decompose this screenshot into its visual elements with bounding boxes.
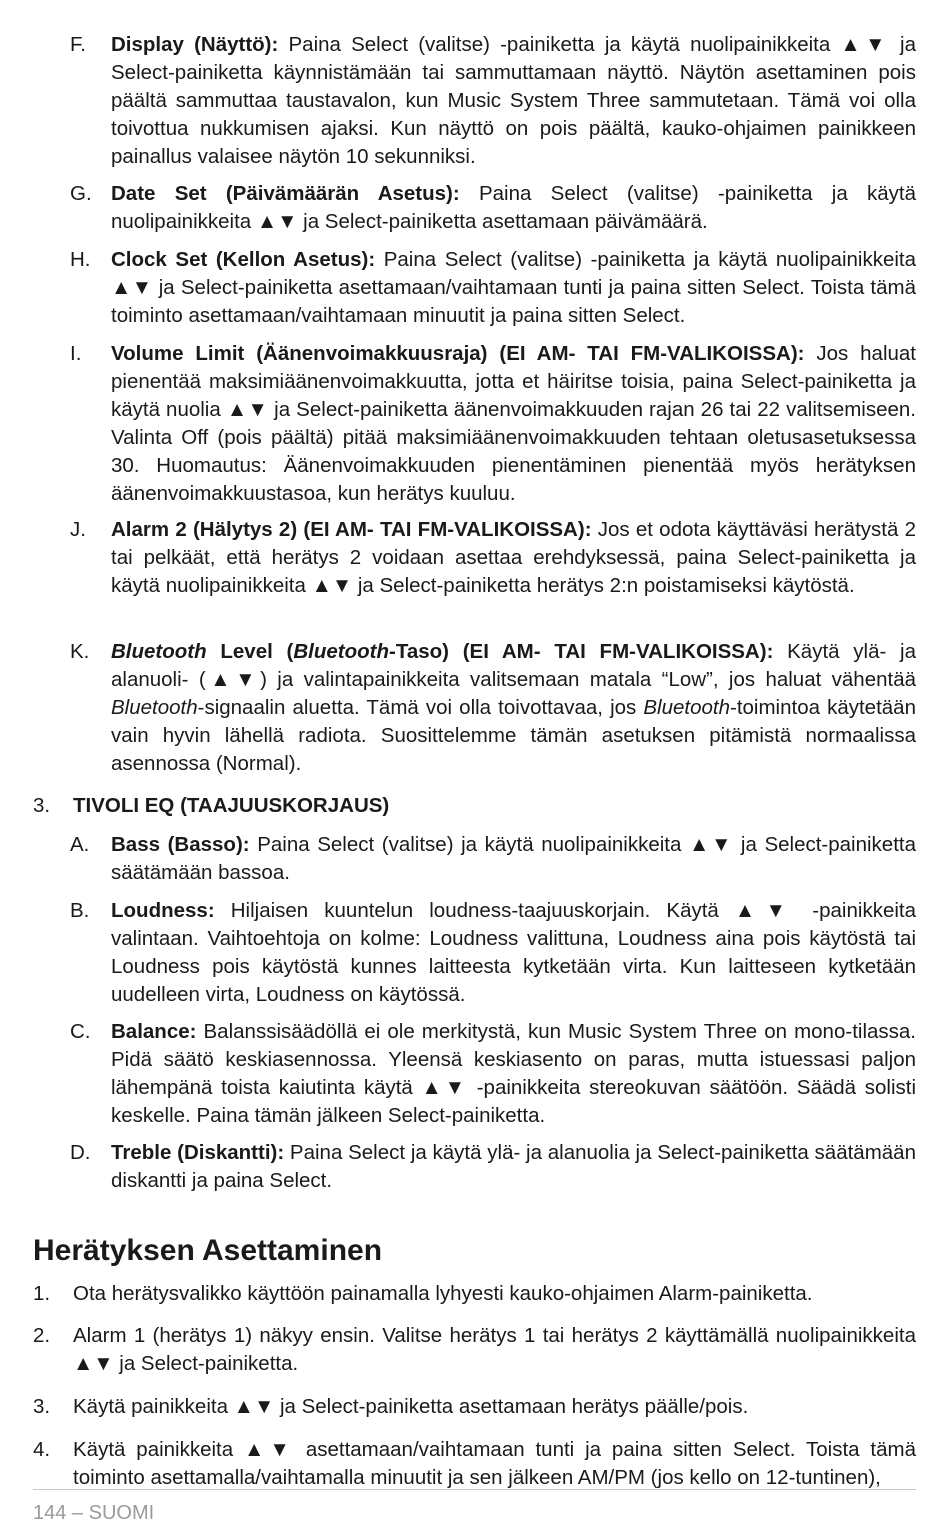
- item-marker: G.: [70, 182, 92, 205]
- item-body: Paina Select (valitse) ja käytä nuolipainikkeita ▲▼ ja Select-painiketta säätämään bassoa.: [111, 833, 916, 884]
- item-body: Paina Select (valitse) -painiketta ja käytä nuolipainikkeita ▲▼ ja Select-painiketta asettamaan päivämäärä.: [111, 182, 916, 233]
- step-number: 1.: [33, 1282, 51, 1305]
- item-marker: F.: [70, 33, 86, 56]
- list-item-date-set: [70, 180, 916, 236]
- list-item-loudness: [70, 897, 916, 1009]
- item-body: Jos haluat pienentää maksimiäänenvoimakkuutta, jotta et häiritse toisia, paina Select-painiketta ja käytä nuolia ▲▼ ja Select-painiketta äänenvoimakkuuden rajan 26 tai 22 valitsemiseen. Valinta Off (pois päältä) pitää maksimiäänenvoimakkuuden tehtaan oletusasetuksessa 30. Huomautus: Äänenvoimakkuuden pienentäminen pienentää myös herätyksen äänenvoimakkuustasoa, kun herätys kuuluu.: [111, 342, 916, 505]
- item-marker: K.: [70, 640, 90, 663]
- item-title: Display (Näyttö):: [111, 33, 279, 56]
- item-body: Balanssisäädöllä ei ole merkitystä, kun Music System Three on mono-tilassa. Pidä säätö keskiasennossa. Yleensä keskiasento on paras, mutta istuessasi paljon lähempänä toista kaiutinta käytä ▲▼ -painikkeita stereokuvan säätöön. Säädä solisti keskelle. Paina tämän jälkeen Select-painiketta.: [111, 1020, 916, 1127]
- item-marker: D.: [70, 1141, 91, 1164]
- item-text: [111, 180, 916, 236]
- section-heading: Herätyksen Asettaminen: [33, 1234, 383, 1267]
- item-text: [111, 638, 916, 778]
- alarm-step: [33, 1280, 916, 1308]
- alarm-step: [33, 1322, 916, 1378]
- item-title-part: Level (: [206, 640, 294, 663]
- item-marker: A.: [70, 833, 90, 856]
- item-marker: H.: [70, 248, 91, 271]
- item-title: Alarm 2 (Hälytys 2) (EI AM- TAI FM-VALIKOISSA):: [111, 518, 592, 541]
- list-item-volume-limit: [70, 340, 916, 508]
- item-title: Bass (Basso):: [111, 833, 250, 856]
- item-title-italic: Bluetooth: [293, 640, 390, 663]
- item-title: Treble (Diskantti):: [111, 1141, 285, 1164]
- item-body: Jos et odota käyttäväsi herätystä 2 tai pelkäät, että herätys 2 voidaan asettaa erehdyksessä, paina Select-painiketta ja käytä nuolipainikkeita ▲▼ ja Select-painiketta herätys 2:n poistamiseksi käytöstä.: [111, 518, 916, 597]
- alarm-step: [33, 1393, 916, 1421]
- list-item-treble: [70, 1139, 916, 1195]
- step-text: Käytä painikkeita ▲▼ asettamaan/vaihtamaan tunti ja paina sitten Select. Toista tämä toiminto asettamalla/vaihtamalla minuutit ja sen jälkeen AM/PM (jos kello on 12-tuntinen),: [73, 1438, 916, 1489]
- item-text: [111, 31, 916, 171]
- item-body-italic: Bluetooth: [643, 696, 730, 719]
- item-marker: B.: [70, 899, 90, 922]
- item-marker: J.: [70, 518, 86, 541]
- step-text: Ota herätysvalikko käyttöön painamalla lyhyesti kauko-ohjaimen Alarm-painiketta.: [73, 1282, 813, 1305]
- item-body: Paina Select (valitse) -painiketta ja käytä nuolipainikkeita ▲▼ ja Select-painiketta asettamaan/vaihtamaan tunti ja paina sitten Select. Toista tämä toiminto asettamaan/vaihtamaan minuutit ja paina sitten Select.: [111, 248, 917, 327]
- item-body-italic: Bluetooth: [111, 696, 198, 719]
- item-text: [111, 897, 916, 1009]
- step-number: 3.: [33, 1395, 51, 1418]
- step-number: 2.: [33, 1324, 51, 1347]
- list-item-bluetooth-level: [70, 638, 916, 778]
- item-text: [111, 516, 916, 600]
- alarm-step: [33, 1436, 916, 1492]
- item-title-part: [111, 640, 773, 663]
- page-footer: 144 – SUOMI: [33, 1502, 155, 1524]
- list-item-display: [70, 31, 916, 171]
- item-title-part: -Taso) (EI AM- TAI FM-VALIKOISSA):: [389, 640, 774, 663]
- footer-divider: [33, 1489, 916, 1490]
- item-body: -signaalin aluetta. Tämä voi olla toivottavaa, jos: [197, 696, 644, 719]
- item-body: Käytä ylä- ja alanuoli- (▲▼) ja valintapainikkeita valitsemaan matala “Low”, jos haluat vähentää: [111, 640, 916, 691]
- item-text: [111, 340, 916, 508]
- item-title-italic: Bluetooth: [111, 640, 207, 663]
- list-item-alarm-2: [70, 516, 916, 600]
- item-title: Date Set (Päivämäärän Asetus):: [111, 182, 460, 205]
- step-text: Käytä painikkeita ▲▼ ja Select-painiketta asettamaan herätys päälle/pois.: [73, 1395, 749, 1418]
- step-number: 4.: [33, 1438, 51, 1461]
- item-body: Hiljaisen kuuntelun loudness-taajuuskorjain. Käytä ▲▼ -painikkeita valintaan. Vaihtoehtoja on kolme: Loudness valittuna, Loudness aina pois käytöstä tai Loudness pois käytöstä kunnes laitteesta kytketään virta. Kun laitteseen kytketään uudelleen virta, Loudness on käytössä.: [111, 899, 916, 1006]
- section-3-heading: [33, 792, 916, 820]
- item-title: Volume Limit (Äänenvoimakkuusraja) (EI AM- TAI FM-VALIKOISSA):: [111, 342, 805, 365]
- section-title: TIVOLI EQ (TAAJUUSKORJAUS): [73, 794, 390, 817]
- item-marker: I.: [70, 342, 82, 365]
- section-marker: 3.: [33, 794, 51, 817]
- item-title: Loudness:: [111, 899, 215, 922]
- item-body: Paina Select ja käytä ylä- ja alanuolia ja Select-painiketta säätämään diskantti ja paina Select.: [111, 1141, 916, 1192]
- list-item-clock-set: [70, 246, 916, 330]
- item-title: Clock Set (Kellon Asetus):: [111, 248, 376, 271]
- item-text: [111, 1018, 916, 1130]
- list-item-balance: [70, 1018, 916, 1130]
- item-body: Paina Select (valitse) -painiketta ja käytä nuolipainikkeita ▲▼ ja Select-painiketta käynnistämään tai sammuttamaan näyttö. Näytön asettaminen pois päältä sammuttaa taustavalon, kun Music System Three sammutetaan. Tämä voi olla toivottua nukkumisen ajaksi. Kun näyttö on pois päältä, kauko-ohjaimen painikkeen painallus valaisee näytön 10 sekunniksi.: [111, 33, 916, 168]
- item-text: [111, 831, 916, 887]
- item-text: [111, 246, 916, 330]
- item-marker: C.: [70, 1020, 91, 1043]
- list-item-bass: [70, 831, 916, 887]
- item-title: Balance:: [111, 1020, 197, 1043]
- step-text: Alarm 1 (herätys 1) näkyy ensin. Valitse herätys 1 tai herätys 2 käyttämällä nuolipainikkeita ▲▼ ja Select-painiketta.: [73, 1324, 916, 1375]
- item-body: -toimintoa käytetään vain hyvin lähellä radiota. Suosittelemme tämän asetuksen pitämistä normaalissa asennossa (Normal).: [111, 696, 916, 775]
- item-text: [111, 1139, 916, 1195]
